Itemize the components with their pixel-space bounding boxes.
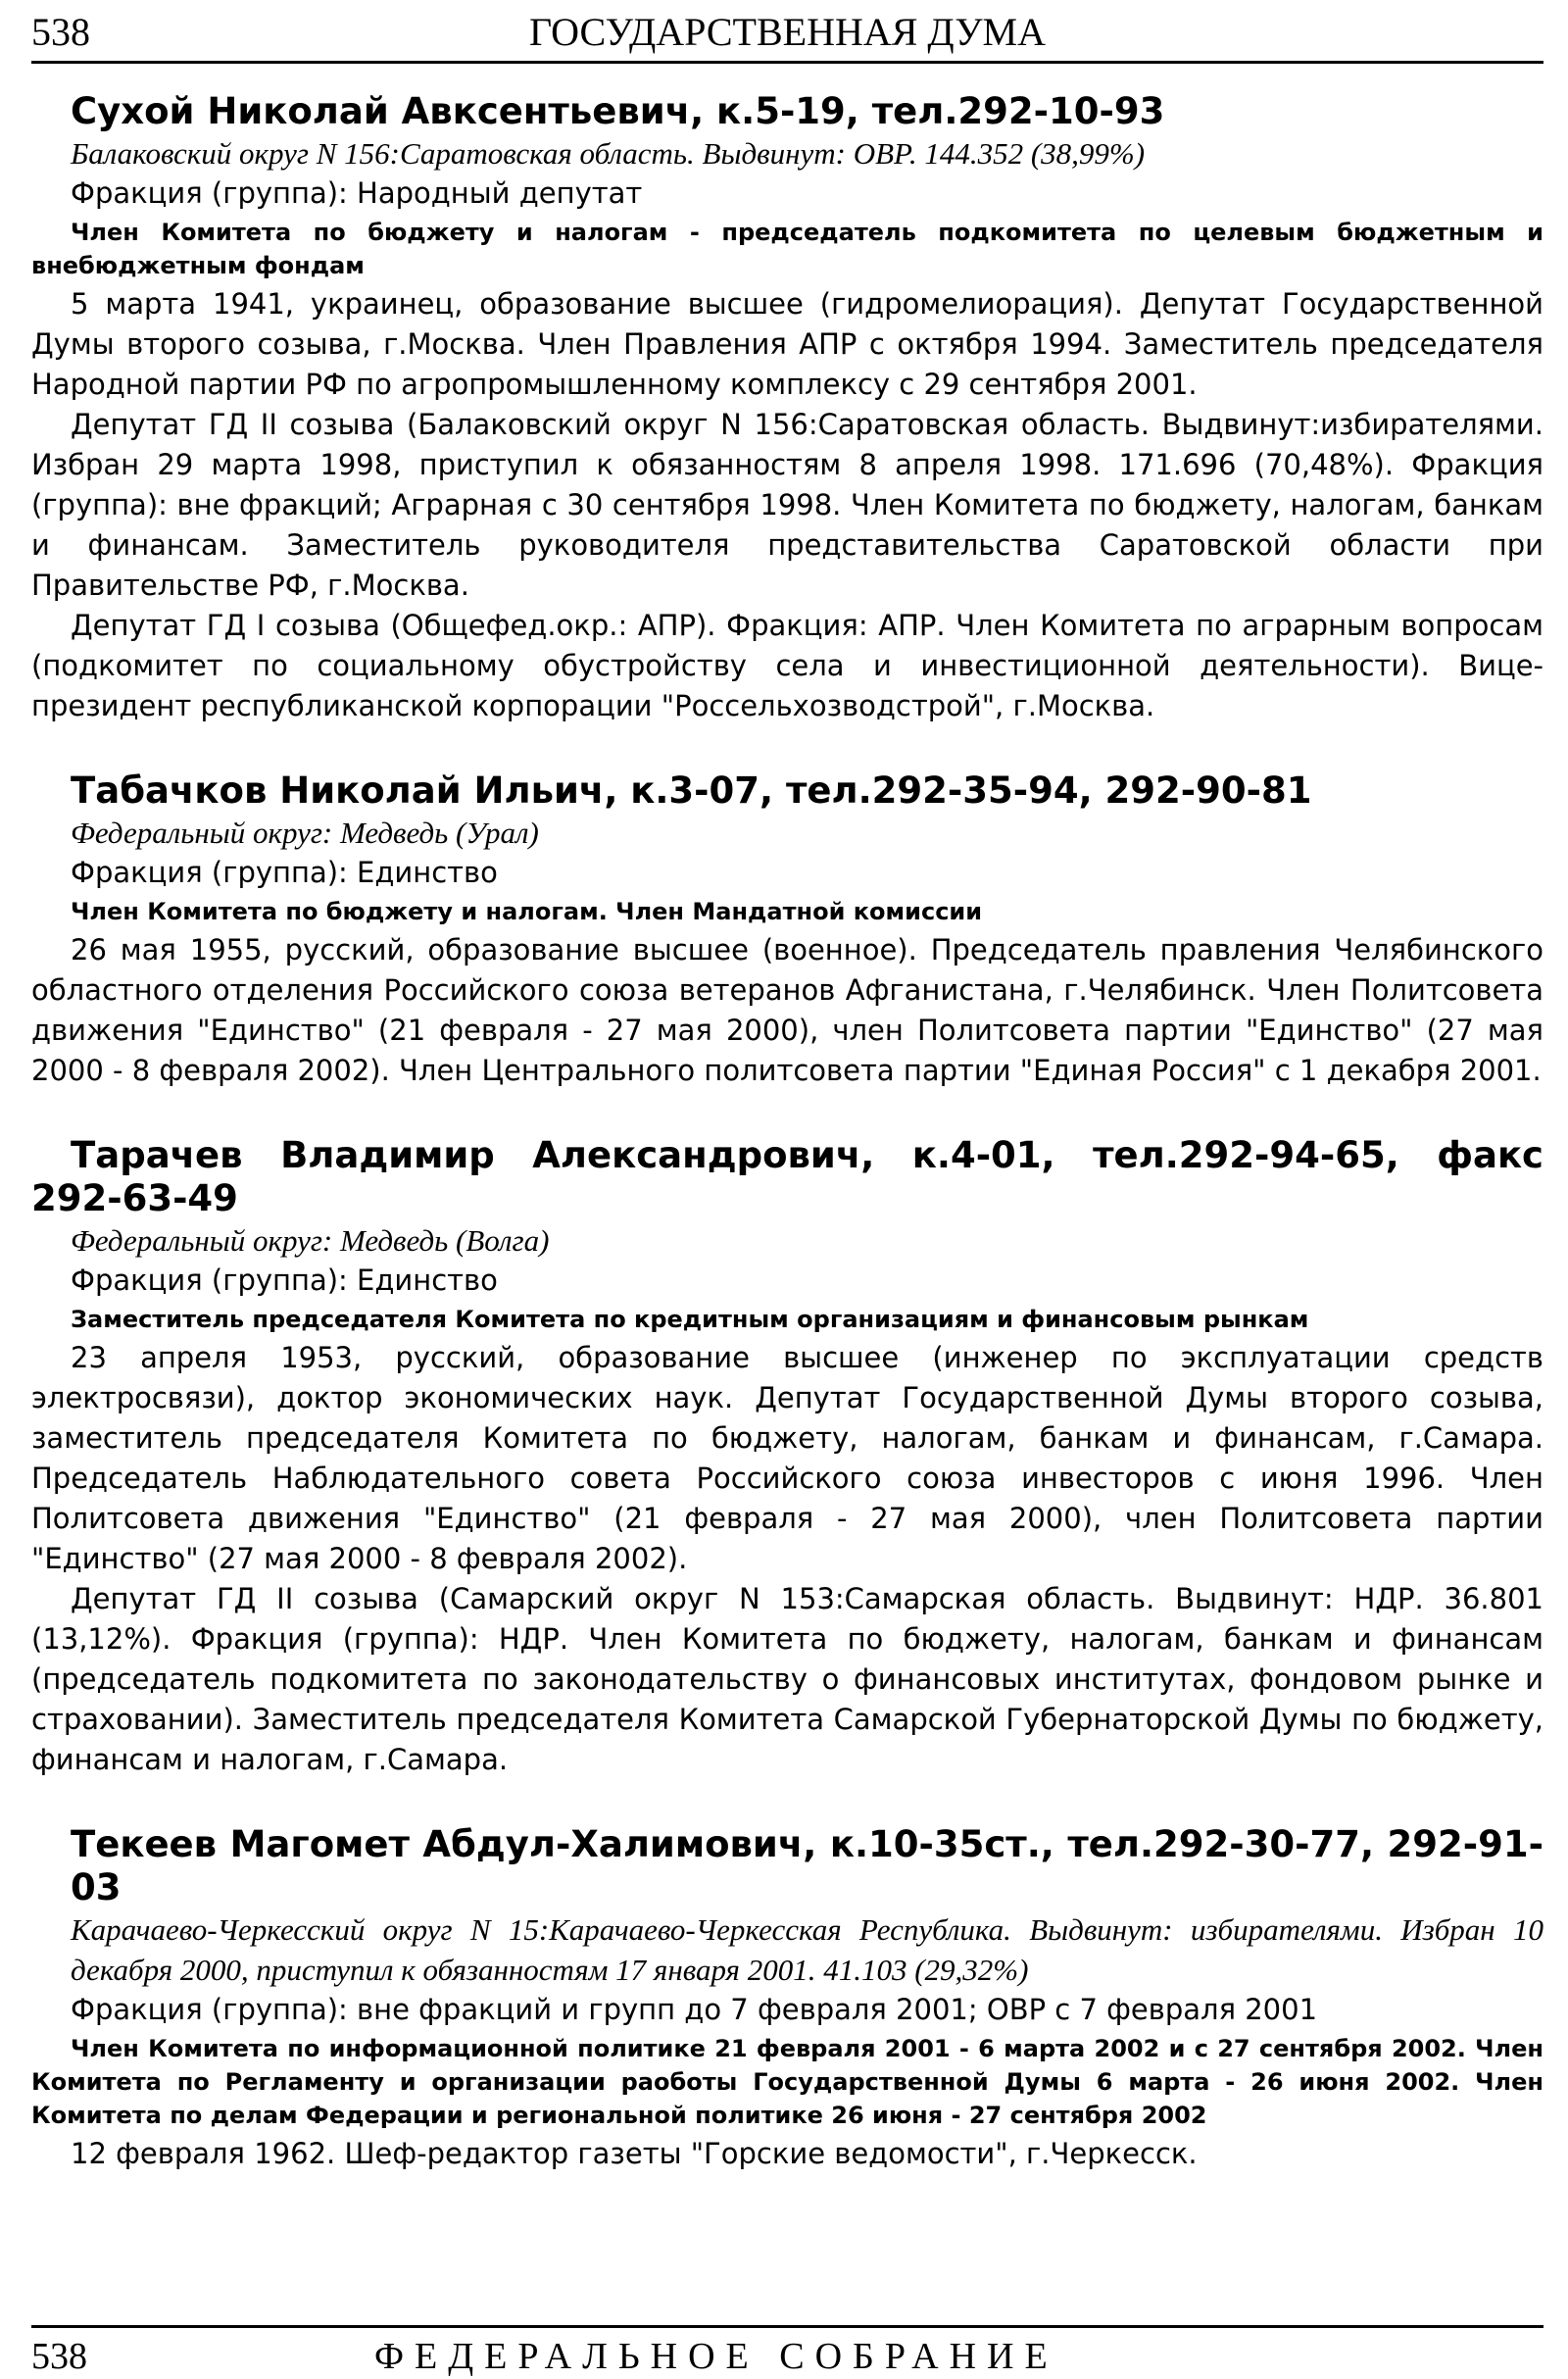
- entries-list: [31, 90, 1544, 2174]
- deputy-district: Карачаево-Черкесский округ N 15:Карачаево-Черкесская Республика. Выдвинут: избирателями. Избран 10 декабря 2000, приступил к обязанностям 17 января 2001. 41.103 (29,32%): [71, 1912, 1544, 1987]
- bio-paragraph: 12 февраля 1962. Шеф-редактор газеты "Горские ведомости", г.Черкесск.: [71, 2137, 1198, 2170]
- running-header: [31, 6, 1544, 59]
- deputy-district: Федеральный округ: Медведь (Урал): [71, 816, 539, 850]
- bio-paragraph: 23 апреля 1953, русский, образование высшее (инженер по эксплуатации средств электросвязи), доктор экономических наук. Депутат Государственной Думы второго созыва, заместитель председателя Комитета по бюджету, налогам, банкам и финансам, г.Самара. Председатель Наблюдательного совета Российского союза инвесторов с июня 1996. Член Политсовета движения "Единство" (21 февраля - 27 мая 2000), член Политсовета партии "Единство" (27 мая 2000 - 8 февраля 2002).: [31, 1341, 1544, 1575]
- footer-page-number: 538: [31, 2336, 87, 2377]
- deputy-name-continuation: 292-63-49: [31, 1177, 238, 1219]
- deputy-committee: Член Комитета по бюджету и налогам - председатель подкомитета по целевым бюджетным и внебюджетным фондам: [31, 219, 1544, 279]
- deputy-faction: Фракция (группа): Единство: [71, 856, 498, 889]
- deputy-district: Балаковский округ N 156:Саратовская область. Выдвинут: ОВР. 144.352 (38,99%): [71, 136, 1146, 171]
- deputy-entry-tabachkov: [31, 769, 1544, 1091]
- deputy-faction: Фракция (группа): Единство: [71, 1264, 498, 1297]
- header-rule: [31, 61, 1544, 64]
- bio-paragraph: Депутат ГД II созыва (Самарский округ N 153:Самарская область. Выдвинут: НДР. 36.801 (13,12%). Фракция (группа): НДР. Член Комитета по бюджету, налогам, банкам и финансам (председатель подкомитета по законодательству о финансовых институтах, фондовом рынке и страховании). Заместитель председателя Комитета Самарской Губернаторской Думы по бюджету, финансам и налогам, г.Самара.: [31, 1582, 1544, 1776]
- footer-title: ФЕДЕРАЛЬНОЕ СОБРАНИЕ: [374, 2336, 1058, 2377]
- bio-paragraph: 5 марта 1941, украинец, образование высшее (гидромелиорация). Депутат Государственной Думы второго созыва, г.Москва. Член Правления АПР с октября 1994. Заместитель председателя Народной партии РФ по агропромышленному комплексу с 29 сентября 2001.: [31, 287, 1544, 401]
- deputy-committee: Член Комитета по бюджету и налогам. Член Мандатной комиссии: [71, 898, 983, 925]
- running-footer: [31, 2337, 1544, 2376]
- deputy-name: Тарачев Владимир Александрович, к.4-01, тел.292-94-65, факс: [71, 1134, 1544, 1176]
- deputy-entry-tarachev: [31, 1134, 1544, 1780]
- deputy-faction: Фракция (группа): Народный депутат: [71, 176, 643, 210]
- deputy-faction: Фракция (группа): вне фракций и групп до 7 февраля 2001; ОВР с 7 февраля 2001: [71, 1993, 1318, 2026]
- deputy-committee: Заместитель председателя Комитета по кредитным организациям и финансовым рынкам: [71, 1306, 1309, 1333]
- deputy-name: Сухой Николай Авксентьевич, к.5-19, тел.292-10-93: [71, 90, 1165, 132]
- footer-rule: [31, 2325, 1544, 2328]
- deputy-name: Текеев Магомет Абдул-Халимович, к.10-35ст., тел.292-30-77, 292-91-03: [71, 1823, 1544, 1908]
- header-title: ГОСУДАРСТВЕННАЯ ДУМА: [529, 10, 1046, 54]
- header-page-number: 538: [31, 10, 90, 54]
- deputy-name: Табачков Николай Ильич, к.3-07, тел.292-35-94, 292-90-81: [71, 769, 1312, 812]
- deputy-entry-sukhoi: [31, 90, 1544, 726]
- deputy-committee: Член Комитета по информационной политике 21 февраля 2001 - 6 марта 2002 и с 27 сентября 2002. Член Комитета по Регламенту и организации раоботы Государственной Думы 6 марта - 26 июня 2002. Член Комитета по делам Федерации и региональной политике 26 июня - 27 сентября 2002: [31, 2035, 1544, 2129]
- bio-paragraph: 26 мая 1955, русский, образование высшее (военное). Председатель правления Челябинского областного отделения Российского союза ветеранов Афганистана, г.Челябинск. Член Политсовета движения "Единство" (21 февраля - 27 мая 2000), член Политсовета партии "Единство" (27 мая 2000 - 8 февраля 2002). Член Центрального политсовета партии "Единая Россия" с 1 декабря 2001.: [31, 933, 1544, 1087]
- deputy-entry-tekeev: [31, 1823, 1544, 2174]
- bio-paragraph: Депутат ГД I созыва (Общефед.окр.: АПР). Фракция: АПР. Член Комитета по аграрным вопросам (подкомитет по социальному обустройству села и инвестиционной деятельности). Вице-президент республиканской корпорации "Россельхозводстрой", г.Москва.: [31, 609, 1544, 722]
- document-page: [31, 0, 1544, 2379]
- deputy-district: Федеральный округ: Медведь (Волга): [71, 1223, 550, 1258]
- bio-paragraph: Депутат ГД II созыва (Балаковский округ N 156:Саратовская область. Выдвинут:избирателями. Избран 29 марта 1998, приступил к обязанностям 8 апреля 1998. 171.696 (70,48%). Фракция (группа): вне фракций; Аграрная с 30 сентября 1998. Член Комитета по бюджету, налогам, банкам и финансам. Заместитель руководителя представительства Саратовской области при Правительстве РФ, г.Москва.: [31, 408, 1544, 602]
